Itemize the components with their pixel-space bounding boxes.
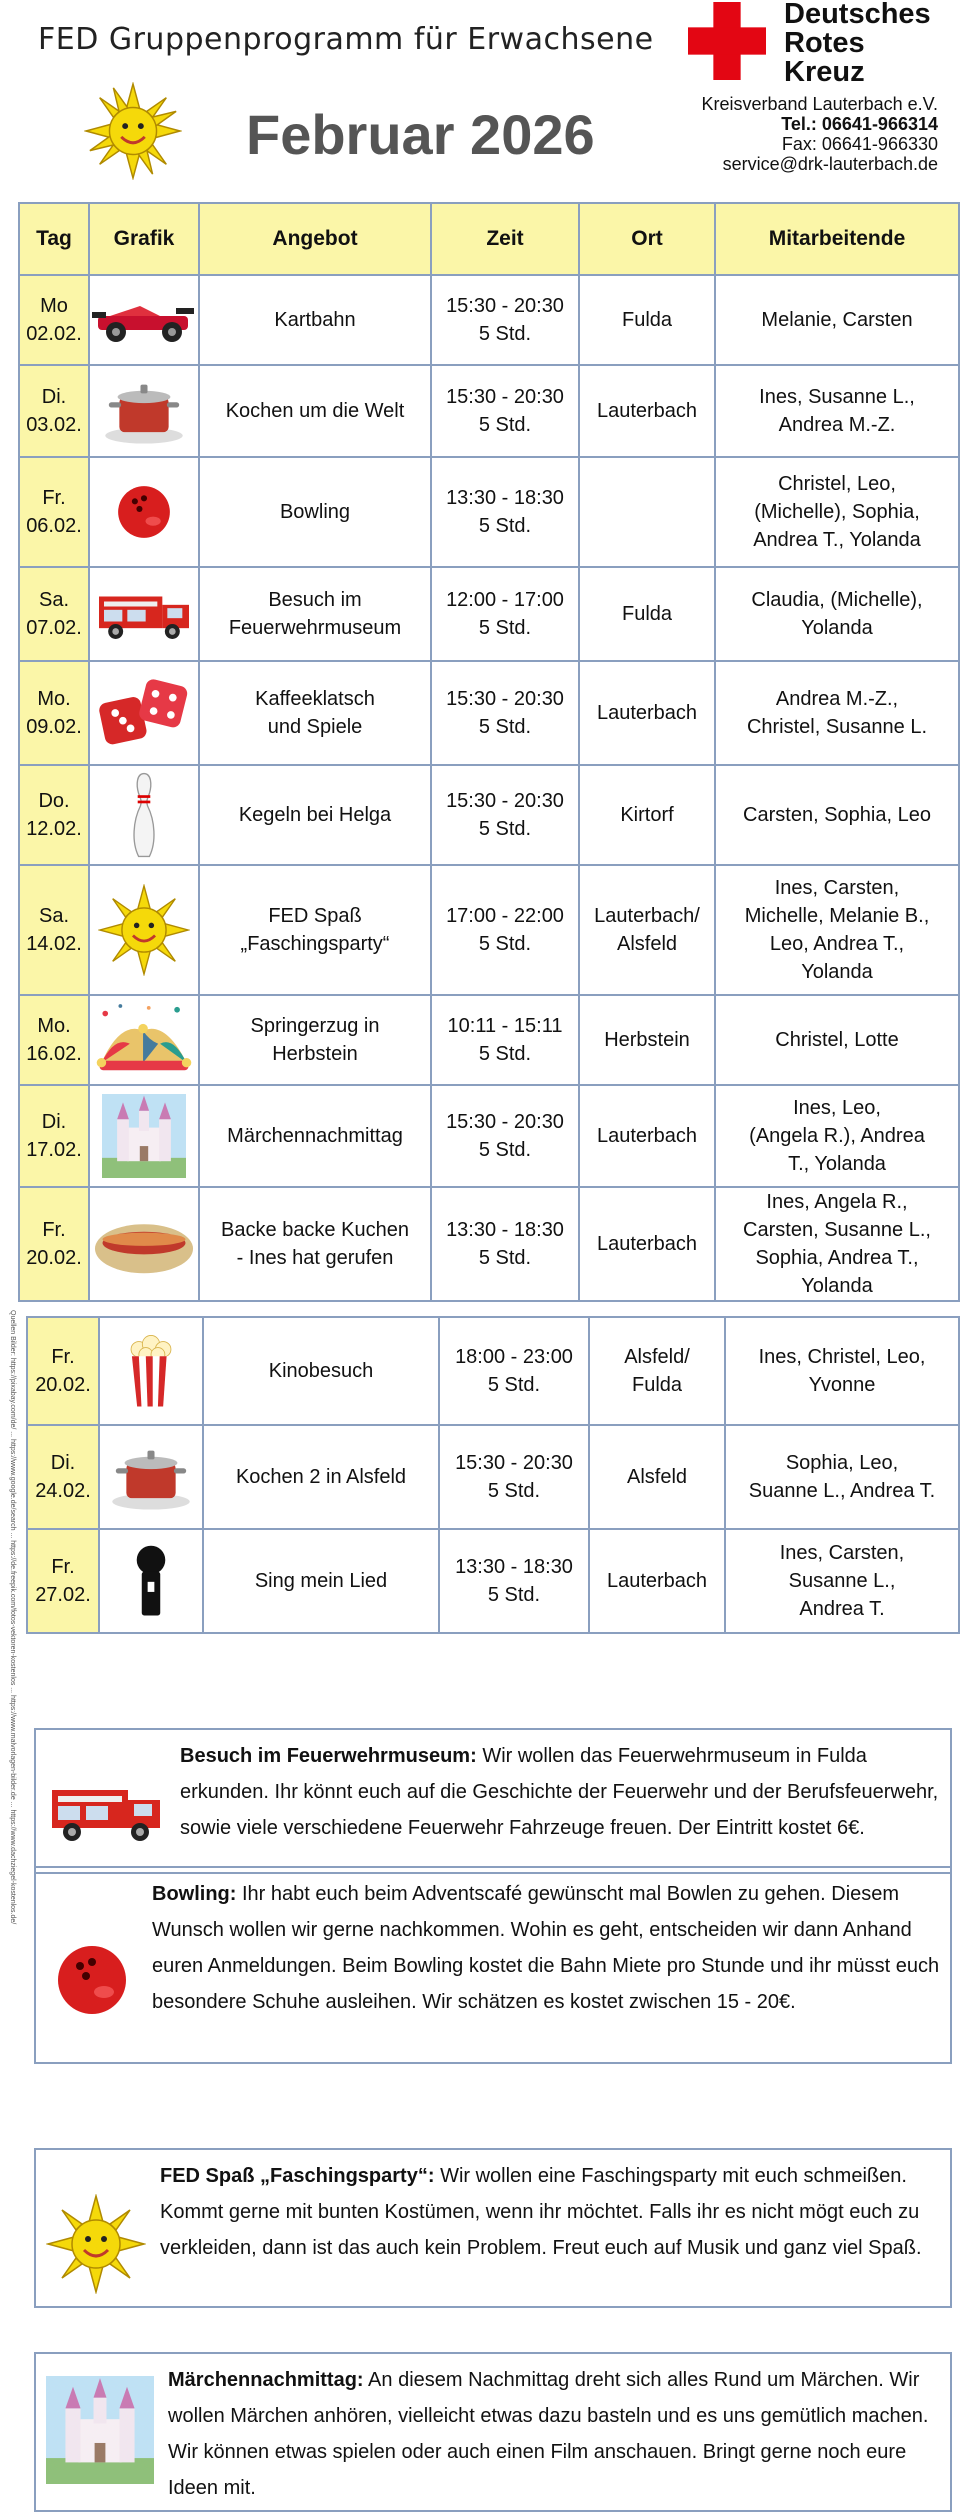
row-day: Mo. 16.02. [19,995,89,1085]
info-text: An diesem Nachmittag dreht sich alles Rund um Märchen. Wir wollen Märchen anhören, vielleicht etwas dazu basteln und es uns gemütlich machen. Wir können etwas spielen oder auch einen Film anschauen. Bringt gerne noch eure Ideen mit. [168,2369,929,2499]
row-activity: Kochen 2 in Alsfeld [203,1425,439,1529]
image-credits-text: Quellen Bilder: https://pixabay.com/de/ ... https://www.google.de/search ... https://de.freepik.com/fotos-vektoren-kostenlos ... https://www.malvorlagen-bilder.de ... https://www.dachziegel-kostenlos.de/ [9,1310,16,1925]
row-time: 15:30 - 20:30 5 Std. [431,661,579,765]
row-place: Alsfeld/ Fulda [589,1317,725,1425]
row-day: Di. 03.02. [19,365,89,457]
popcorn-icon [125,1331,177,1411]
row-day: Do. 12.02. [19,765,89,865]
column-header-image: Grafik [89,203,199,275]
row-activity: Kinobesuch [203,1317,439,1425]
row-time: 18:00 - 23:00 5 Std. [439,1317,589,1425]
row-graphic [89,365,199,457]
row-day: Di. 24.02. [27,1425,99,1529]
row-activity: Springerzug in Herbstein [199,995,431,1085]
row-time: 13:30 - 18:30 5 Std. [431,1187,579,1301]
image-credits [4,1310,18,2510]
column-header-staff: Mitarbeitende [715,203,959,275]
row-time: 13:30 - 18:30 5 Std. [439,1529,589,1633]
info-box-carnival-party [34,2148,952,2308]
row-graphic [99,1425,203,1529]
cooking-pot-icon [107,1441,195,1513]
sun-icon [84,82,182,180]
column-header-time: Zeit [431,203,579,275]
table-row [19,365,959,457]
org-name: Kreisverband Lauterbach e.V. [701,94,938,114]
column-header-place: Ort [579,203,715,275]
logo-line-1: Deutsches [784,0,931,30]
row-activity: Backe backe Kuchen - Ines hat gerufen [199,1187,431,1301]
row-graphic [99,1317,203,1425]
row-place: Herbstein [579,995,715,1085]
row-day: Sa. 14.02. [19,865,89,995]
row-day: Fr. 06.02. [19,457,89,567]
fire-truck-icon [46,1774,166,1860]
bowling-ball-icon [46,1940,138,2032]
table-row [19,661,959,765]
column-header-day: Tag [19,203,89,275]
row-day: Fr. 20.02. [27,1317,99,1425]
table-row [19,457,959,567]
bowling-pin-icon [125,770,163,860]
row-staff: Christel, Lotte [715,995,959,1085]
table-row [19,765,959,865]
row-place: Fulda [579,275,715,365]
info-box-fairy-tale [34,2352,952,2512]
sun-icon [98,884,190,976]
row-time: 13:30 - 18:30 5 Std. [431,457,579,567]
castle-icon [102,1094,186,1178]
row-place: Lauterbach [579,1085,715,1187]
table-row [27,1317,959,1425]
red-cross-logo [688,2,766,80]
drk-logo-text [784,0,931,87]
schedule-table [18,202,960,1302]
row-graphic [89,1085,199,1187]
row-place: Fulda [579,567,715,661]
row-time: 15:30 - 20:30 5 Std. [431,365,579,457]
row-graphic [89,567,199,661]
row-graphic [89,661,199,765]
race-car-icon [90,290,200,350]
info-title: FED Spaß „Faschingsparty“: [160,2165,435,2187]
row-staff: Ines, Angela R., Carsten, Susanne L., Sophia, Andrea T., Yolanda [715,1187,959,1301]
info-title: Märchennachmittag: [168,2369,364,2391]
info-text: Ihr habt euch beim Adventscafé gewünscht mal Bowlen zu gehen. Diesem Wunsch wollen wir gerne nachkommen. Wohin es geht, entscheiden wir dann Anhand euren Anmeldungen. Beim Bowling kostet die Bahn Miete pro Stunde und ihr müsst euch besondere Schuhe ausleihen. Wir schätzen es kostet zwischen 15 - 20€. [152,1883,940,2013]
row-activity: Kaffeeklatsch und Spiele [199,661,431,765]
row-activity: Kegeln bei Helga [199,765,431,865]
info-box-fire-museum [34,1728,952,1874]
org-fax: Fax: 06641-966330 [781,134,938,154]
table-row [19,275,959,365]
info-text: Wir wollen das Feuerwehrmuseum in Fulda erkunden. Ihr könnt euch auf die Geschichte der Feuerwehr und der Berufsfeuerwehr, sowie viele verschiedene Feuerwehr Fahrzeuge freuen. Der Eintritt kostet 6€. [180,1745,939,1839]
row-graphic [89,457,199,567]
fire-truck-icon [94,582,194,646]
row-time: 15:30 - 20:30 5 Std. [431,765,579,865]
table-header-row [19,203,959,275]
row-staff: Carsten, Sophia, Leo [715,765,959,865]
page-header-title: FED Gruppenprogramm für Erwachsene [38,22,654,57]
row-activity: Kochen um die Welt [199,365,431,457]
info-title: Bowling: [152,1883,237,1905]
column-header-activity: Angebot [199,203,431,275]
row-graphic [89,275,199,365]
row-staff: Ines, Christel, Leo, Yvonne [725,1317,959,1425]
row-staff: Melanie, Carsten [715,275,959,365]
row-graphic [99,1529,203,1633]
dice-icon [96,674,192,752]
row-staff: Ines, Carsten, Michelle, Melanie B., Leo, Andrea T., Yolanda [715,865,959,995]
row-day: Sa. 07.02. [19,567,89,661]
row-place: Lauterbach [579,661,715,765]
info-box-bowling [34,1866,952,2064]
row-place: Kirtorf [579,765,715,865]
row-staff: Claudia, (Michelle), Yolanda [715,567,959,661]
organization-contact [702,94,939,174]
row-day: Fr. 27.02. [27,1529,99,1633]
cooking-pot-icon [100,375,188,447]
table-row [19,1085,959,1187]
row-staff: Sophia, Leo, Suanne L., Andrea T. [725,1425,959,1529]
table-row [27,1425,959,1529]
row-activity: Besuch im Feuerwehrmuseum [199,567,431,661]
schedule-table-continued [26,1316,960,1634]
row-activity: Märchennachmittag [199,1085,431,1187]
row-place: Lauterbach/ Alsfeld [579,865,715,995]
row-day: Mo 02.02. [19,275,89,365]
row-day: Fr. 20.02. [19,1187,89,1301]
row-staff: Ines, Leo, (Angela R.), Andrea T., Yolanda [715,1085,959,1187]
row-day: Mo. 09.02. [19,661,89,765]
table-row [19,865,959,995]
row-time: 10:11 - 15:11 5 Std. [431,995,579,1085]
table-row [19,1187,959,1301]
row-place: Lauterbach [579,365,715,457]
row-staff: Ines, Susanne L., Andrea M.-Z. [715,365,959,457]
row-activity: Sing mein Lied [203,1529,439,1633]
row-graphic [89,765,199,865]
row-time: 15:30 - 20:30 5 Std. [431,1085,579,1187]
row-place: Lauterbach [579,1187,715,1301]
logo-line-2: Rotes [784,27,865,59]
row-activity: FED Spaß „Faschingsparty“ [199,865,431,995]
jester-hat-icon [92,1001,196,1079]
table-row [19,995,959,1085]
bread-icon [92,1211,196,1277]
row-staff: Andrea M.-Z., Christel, Susanne L. [715,661,959,765]
row-time: 12:00 - 17:00 5 Std. [431,567,579,661]
month-title: Februar 2026 [246,103,595,166]
row-day: Di. 17.02. [19,1085,89,1187]
info-title: Besuch im Feuerwehrmuseum: [180,1745,477,1767]
microphone-icon [130,1543,172,1619]
row-graphic [89,1187,199,1301]
row-place: Alsfeld [589,1425,725,1529]
row-graphic [89,865,199,995]
table-row [27,1529,959,1633]
bowling-ball-icon [109,480,179,544]
row-staff: Ines, Carsten, Susanne L., Andrea T. [725,1529,959,1633]
org-phone: Tel.: 06641-966314 [781,114,938,134]
logo-line-3: Kreuz [784,56,865,88]
org-email[interactable]: service@drk-lauterbach.de [722,154,938,174]
row-time: 17:00 - 22:00 5 Std. [431,865,579,995]
row-staff: Christel, Leo, (Michelle), Sophia, Andrea T., Yolanda [715,457,959,567]
info-text: Wir wollen eine Faschingsparty mit euch schmeißen. Kommt gerne mit bunten Kostümen, wenn ihr möchtet. Falls ihr es nicht mögt euch zu verkleiden, dann ist das auch kein Problem. Freut euch auf Musik und ganz viel Spaß. [160,2165,922,2259]
row-time: 15:30 - 20:30 5 Std. [431,275,579,365]
row-graphic [89,995,199,1085]
castle-icon [46,2376,154,2496]
row-activity: Kartbahn [199,275,431,365]
row-time: 15:30 - 20:30 5 Std. [439,1425,589,1529]
sun-icon [46,2194,146,2306]
row-place [579,457,715,567]
table-row [19,567,959,661]
row-activity: Bowling [199,457,431,567]
row-place: Lauterbach [589,1529,725,1633]
